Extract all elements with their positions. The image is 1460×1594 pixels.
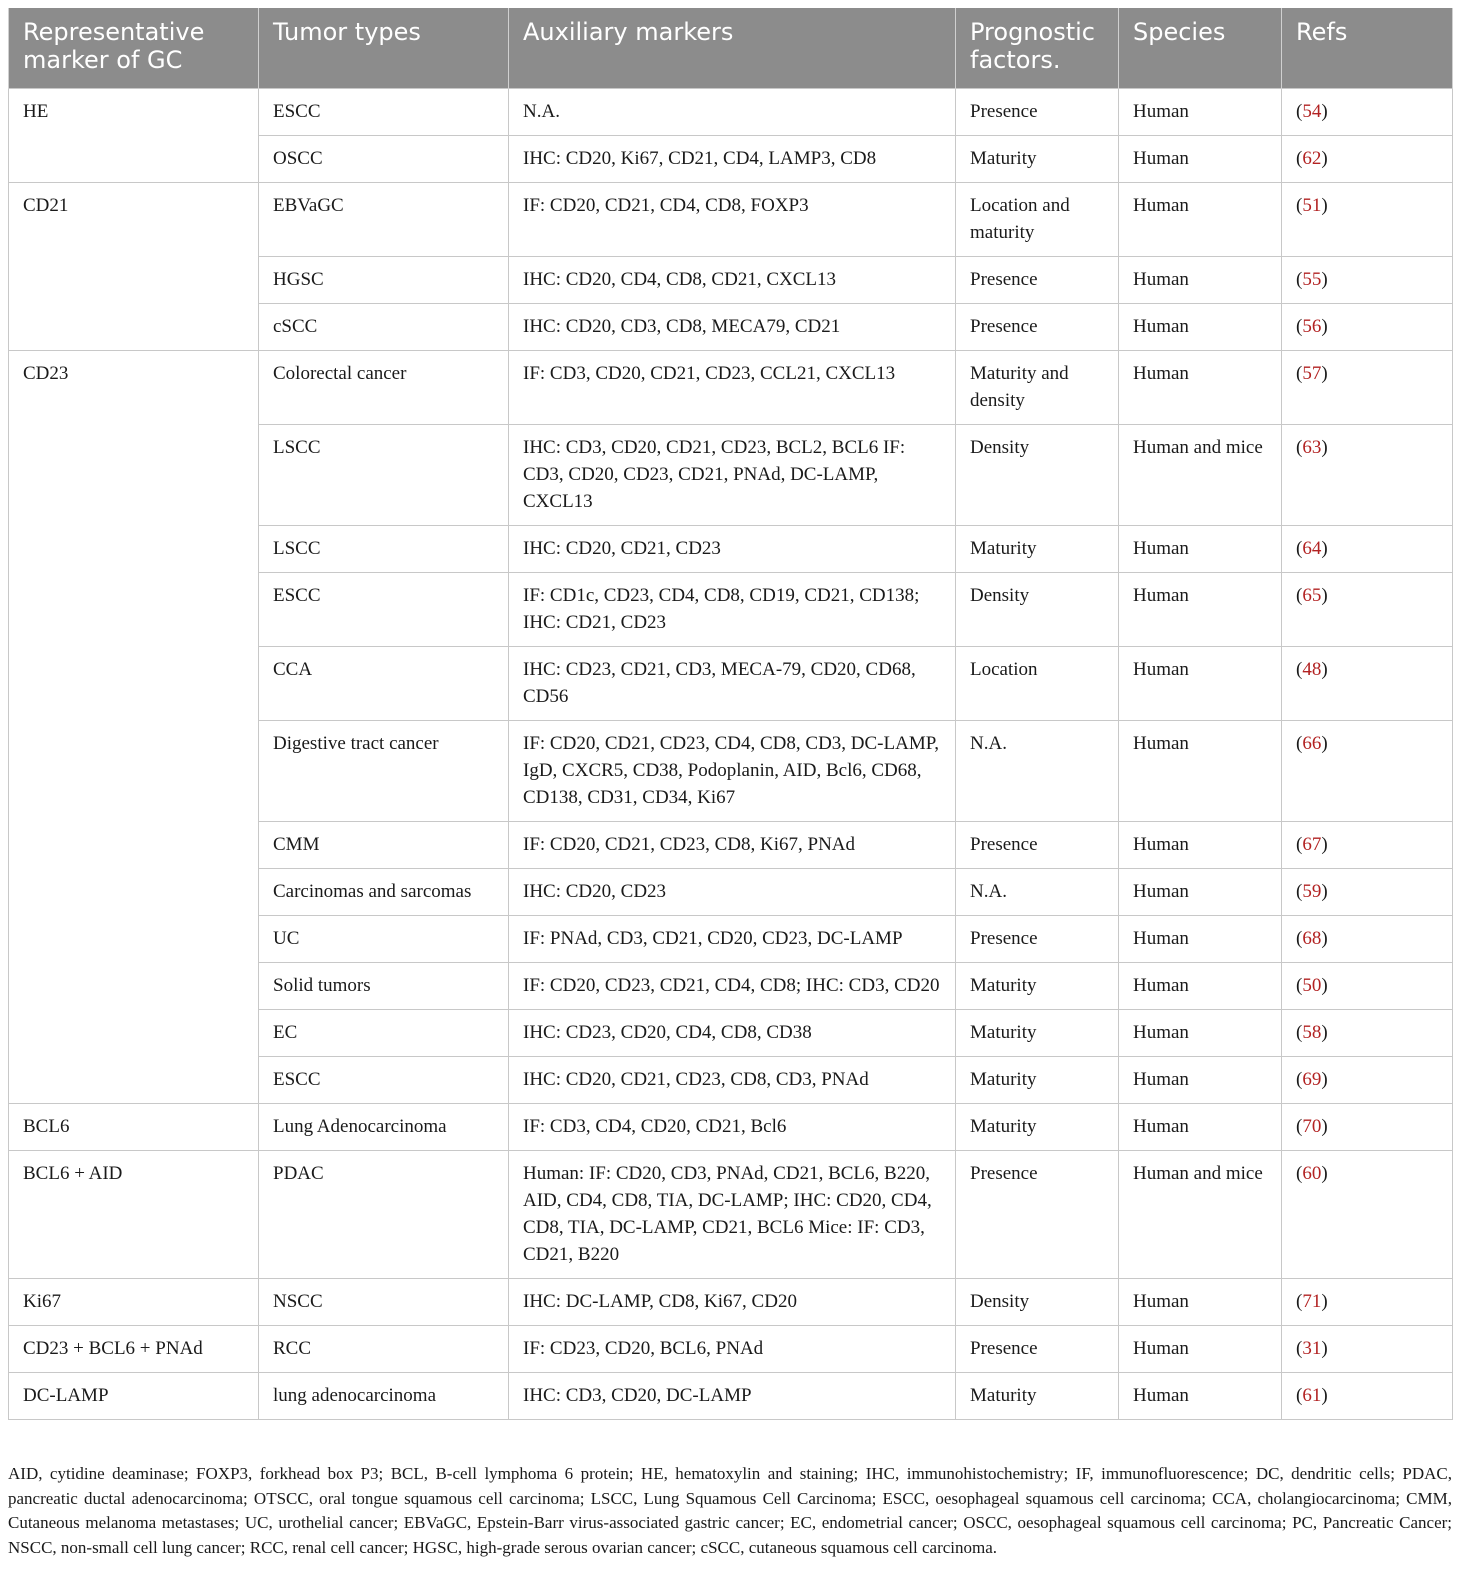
cell-tumor-type: EC	[259, 1010, 509, 1057]
reference-link[interactable]: 65	[1302, 585, 1322, 606]
cell-prognostic-factor: Maturity and density	[956, 351, 1119, 425]
table-row	[9, 1104, 1453, 1151]
cell-ref: (68)	[1282, 916, 1453, 963]
cell-ref: (62)	[1282, 136, 1453, 183]
cell-prognostic-factor: Density	[956, 425, 1119, 526]
cell-prognostic-factor: N.A.	[956, 721, 1119, 822]
cell-ref: (67)	[1282, 822, 1453, 869]
cell-prognostic-factor: Presence	[956, 304, 1119, 351]
cell-marker: BCL6	[9, 1104, 259, 1151]
cell-tumor-type: CMM	[259, 822, 509, 869]
cell-species: Human	[1119, 351, 1282, 425]
cell-auxiliary-markers: IF: CD20, CD21, CD23, CD8, Ki67, PNAd	[509, 822, 956, 869]
reference-link[interactable]: 31	[1302, 1338, 1322, 1359]
cell-species: Human	[1119, 304, 1282, 351]
cell-species: Human	[1119, 573, 1282, 647]
reference-link[interactable]: 55	[1302, 269, 1322, 290]
cell-prognostic-factor: Density	[956, 1279, 1119, 1326]
cell-ref: (60)	[1282, 1151, 1453, 1279]
reference-link[interactable]: 66	[1302, 733, 1322, 754]
reference-link[interactable]: 57	[1302, 363, 1322, 384]
cell-auxiliary-markers: IF: CD1c, CD23, CD4, CD8, CD19, CD21, CD138; IHC: CD21, CD23	[509, 573, 956, 647]
cell-marker: BCL6 + AID	[9, 1151, 259, 1279]
cell-ref: (51)	[1282, 183, 1453, 257]
cell-ref: (56)	[1282, 304, 1453, 351]
header-marker: Representative marker of GC	[9, 8, 259, 89]
header-species: Species	[1119, 8, 1282, 89]
cell-species: Human	[1119, 257, 1282, 304]
cell-prognostic-factor: Maturity	[956, 526, 1119, 573]
cell-ref: (64)	[1282, 526, 1453, 573]
cell-ref: (58)	[1282, 1010, 1453, 1057]
cell-marker: CD21	[9, 183, 259, 351]
cell-auxiliary-markers: IHC: CD20, CD23	[509, 869, 956, 916]
cell-prognostic-factor: Presence	[956, 1151, 1119, 1279]
reference-link[interactable]: 48	[1302, 659, 1322, 680]
cell-prognostic-factor: Maturity	[956, 136, 1119, 183]
cell-auxiliary-markers: IHC: CD20, CD4, CD8, CD21, CXCL13	[509, 257, 956, 304]
cell-tumor-type: NSCC	[259, 1279, 509, 1326]
cell-tumor-type: Colorectal cancer	[259, 351, 509, 425]
header-row	[9, 8, 1453, 89]
cell-ref: (31)	[1282, 1326, 1453, 1373]
reference-link[interactable]: 58	[1302, 1022, 1322, 1043]
cell-auxiliary-markers: IF: CD20, CD21, CD4, CD8, FOXP3	[509, 183, 956, 257]
cell-tumor-type: ESCC	[259, 573, 509, 647]
cell-auxiliary-markers: IHC: CD23, CD20, CD4, CD8, CD38	[509, 1010, 956, 1057]
cell-auxiliary-markers: IF: CD20, CD21, CD23, CD4, CD8, CD3, DC-LAMP, IgD, CXCR5, CD38, Podoplanin, AID, Bcl6, CD68, CD138, CD31, CD34, Ki67	[509, 721, 956, 822]
cell-prognostic-factor: Maturity	[956, 1373, 1119, 1420]
reference-link[interactable]: 60	[1302, 1163, 1322, 1184]
cell-species: Human	[1119, 1057, 1282, 1104]
cell-ref: (63)	[1282, 425, 1453, 526]
cell-ref: (54)	[1282, 89, 1453, 136]
cell-auxiliary-markers: IHC: CD3, CD20, CD21, CD23, BCL2, BCL6 IF: CD3, CD20, CD23, CD21, PNAd, DC-LAMP, CXCL13	[509, 425, 956, 526]
cell-auxiliary-markers: IF: CD20, CD23, CD21, CD4, CD8; IHC: CD3, CD20	[509, 963, 956, 1010]
cell-species: Human	[1119, 869, 1282, 916]
reference-link[interactable]: 69	[1302, 1069, 1322, 1090]
cell-ref: (61)	[1282, 1373, 1453, 1420]
cell-ref: (66)	[1282, 721, 1453, 822]
header-auxiliary-markers: Auxiliary markers	[509, 8, 956, 89]
cell-auxiliary-markers: IHC: CD20, CD21, CD23, CD8, CD3, PNAd	[509, 1057, 956, 1104]
table-row	[9, 351, 1453, 425]
cell-species: Human	[1119, 1279, 1282, 1326]
cell-tumor-type: Solid tumors	[259, 963, 509, 1010]
table-row	[9, 1326, 1453, 1373]
cell-tumor-type: PDAC	[259, 1151, 509, 1279]
cell-auxiliary-markers: IHC: CD23, CD21, CD3, MECA-79, CD20, CD68, CD56	[509, 647, 956, 721]
table-footnote: AID, cytidine deaminase; FOXP3, forkhead box P3; BCL, B-cell lymphoma 6 protein; HE, hematoxylin and staining; IHC, immunohistochemistry; IF, immunofluorescence; DC, dendritic cells; PDAC, pancreatic ductal adenocarcinoma; OTSCC, oral tongue squamous cell carcinoma; LSCC, Lung Squamous Cell Carcinoma; ESCC, oesophageal squamous cell carcinoma; CCA, cholangiocarcinoma; CMM, Cutaneous melanoma metastases; UC, urothelial cancer; EBVaGC, Epstein-Barr virus-associated gastric cancer; EC, endometrial cancer; OSCC, oesophageal squamous cell carcinoma; PC, Pancreatic Cancer; NSCC, non-small cell lung cancer; RCC, renal cell cancer; HGSC, high-grade serous ovarian cancer; cSCC, cutaneous squamous cell carcinoma.	[8, 1464, 1452, 1557]
cell-auxiliary-markers: IHC: CD20, Ki67, CD21, CD4, LAMP3, CD8	[509, 136, 956, 183]
cell-species: Human	[1119, 1104, 1282, 1151]
table-body	[9, 89, 1453, 1420]
cell-ref: (70)	[1282, 1104, 1453, 1151]
cell-ref: (48)	[1282, 647, 1453, 721]
reference-link[interactable]: 50	[1302, 975, 1322, 996]
header-refs: Refs	[1282, 8, 1453, 89]
reference-link[interactable]: 71	[1302, 1291, 1322, 1312]
cell-prognostic-factor: Presence	[956, 89, 1119, 136]
cell-auxiliary-markers: IHC: DC-LAMP, CD8, Ki67, CD20	[509, 1279, 956, 1326]
cell-tumor-type: ESCC	[259, 89, 509, 136]
cell-auxiliary-markers: N.A.	[509, 89, 956, 136]
cell-tumor-type: Lung Adenocarcinoma	[259, 1104, 509, 1151]
cell-marker: CD23	[9, 351, 259, 1104]
table-row	[9, 89, 1453, 136]
cell-marker: Ki67	[9, 1279, 259, 1326]
cell-marker: HE	[9, 89, 259, 183]
cell-prognostic-factor: Location and maturity	[956, 183, 1119, 257]
cell-marker: CD23 + BCL6 + PNAd	[9, 1326, 259, 1373]
cell-ref: (71)	[1282, 1279, 1453, 1326]
cell-tumor-type: Digestive tract cancer	[259, 721, 509, 822]
table-row	[9, 1279, 1453, 1326]
cell-tumor-type: RCC	[259, 1326, 509, 1373]
cell-ref: (57)	[1282, 351, 1453, 425]
cell-tumor-type: CCA	[259, 647, 509, 721]
cell-auxiliary-markers: IF: CD23, CD20, BCL6, PNAd	[509, 1326, 956, 1373]
table-container	[8, 8, 1452, 1420]
header-prognostic-factors: Prognostic factors.	[956, 8, 1119, 89]
cell-auxiliary-markers: IHC: CD3, CD20, DC-LAMP	[509, 1373, 956, 1420]
cell-tumor-type: HGSC	[259, 257, 509, 304]
cell-species: Human	[1119, 1373, 1282, 1420]
cell-prognostic-factor: Location	[956, 647, 1119, 721]
reference-link[interactable]: 54	[1302, 101, 1322, 122]
table-header	[9, 8, 1453, 89]
cell-ref: (65)	[1282, 573, 1453, 647]
reference-link[interactable]: 62	[1302, 148, 1322, 169]
cell-auxiliary-markers: IF: PNAd, CD3, CD21, CD20, CD23, DC-LAMP	[509, 916, 956, 963]
cell-species: Human	[1119, 526, 1282, 573]
cell-species: Human	[1119, 1010, 1282, 1057]
reference-link[interactable]: 67	[1302, 834, 1322, 855]
cell-tumor-type: OSCC	[259, 136, 509, 183]
cell-tumor-type: cSCC	[259, 304, 509, 351]
cell-tumor-type: LSCC	[259, 526, 509, 573]
cell-prognostic-factor: Maturity	[956, 1057, 1119, 1104]
cell-tumor-type: ESCC	[259, 1057, 509, 1104]
header-tumor-types: Tumor types	[259, 8, 509, 89]
cell-auxiliary-markers: IHC: CD20, CD3, CD8, MECA79, CD21	[509, 304, 956, 351]
reference-link[interactable]: 63	[1302, 437, 1322, 458]
cell-species: Human	[1119, 822, 1282, 869]
cell-species: Human	[1119, 183, 1282, 257]
cell-prognostic-factor: Maturity	[956, 963, 1119, 1010]
reference-link[interactable]: 51	[1302, 195, 1322, 216]
table-row	[9, 1151, 1453, 1279]
cell-prognostic-factor: Presence	[956, 822, 1119, 869]
cell-tumor-type: UC	[259, 916, 509, 963]
reference-link[interactable]: 64	[1302, 538, 1322, 559]
cell-species: Human	[1119, 647, 1282, 721]
cell-species: Human	[1119, 916, 1282, 963]
cell-tumor-type: Carcinomas and sarcomas	[259, 869, 509, 916]
cell-ref: (69)	[1282, 1057, 1453, 1104]
table-row	[9, 183, 1453, 257]
reference-link[interactable]: 56	[1302, 316, 1322, 337]
reference-link[interactable]: 59	[1302, 881, 1322, 902]
cell-species: Human	[1119, 89, 1282, 136]
reference-link[interactable]: 68	[1302, 928, 1322, 949]
cell-species: Human	[1119, 721, 1282, 822]
cell-species: Human and mice	[1119, 1151, 1282, 1279]
cell-ref: (55)	[1282, 257, 1453, 304]
cell-ref: (50)	[1282, 963, 1453, 1010]
cell-tumor-type: LSCC	[259, 425, 509, 526]
cell-prognostic-factor: Maturity	[956, 1104, 1119, 1151]
cell-species: Human	[1119, 963, 1282, 1010]
gc-marker-table	[8, 8, 1453, 1420]
cell-tumor-type: lung adenocarcinoma	[259, 1373, 509, 1420]
cell-prognostic-factor: Density	[956, 573, 1119, 647]
cell-species: Human	[1119, 136, 1282, 183]
cell-auxiliary-markers: IF: CD3, CD20, CD21, CD23, CCL21, CXCL13	[509, 351, 956, 425]
reference-link[interactable]: 61	[1302, 1385, 1322, 1406]
cell-species: Human	[1119, 1326, 1282, 1373]
cell-tumor-type: EBVaGC	[259, 183, 509, 257]
reference-link[interactable]: 70	[1302, 1116, 1322, 1137]
cell-species: Human and mice	[1119, 425, 1282, 526]
cell-prognostic-factor: Presence	[956, 1326, 1119, 1373]
table-row	[9, 1373, 1453, 1420]
cell-prognostic-factor: Maturity	[956, 1010, 1119, 1057]
cell-prognostic-factor: Presence	[956, 257, 1119, 304]
cell-ref: (59)	[1282, 869, 1453, 916]
cell-auxiliary-markers: IF: CD3, CD4, CD20, CD21, Bcl6	[509, 1104, 956, 1151]
cell-marker: DC-LAMP	[9, 1373, 259, 1420]
cell-auxiliary-markers: Human: IF: CD20, CD3, PNAd, CD21, BCL6, B220, AID, CD4, CD8, TIA, DC-LAMP; IHC: CD20, CD4, CD8, TIA, DC-LAMP, CD21, BCL6 Mice: IF: CD3, CD21, B220	[509, 1151, 956, 1279]
cell-prognostic-factor: Presence	[956, 916, 1119, 963]
cell-prognostic-factor: N.A.	[956, 869, 1119, 916]
cell-auxiliary-markers: IHC: CD20, CD21, CD23	[509, 526, 956, 573]
